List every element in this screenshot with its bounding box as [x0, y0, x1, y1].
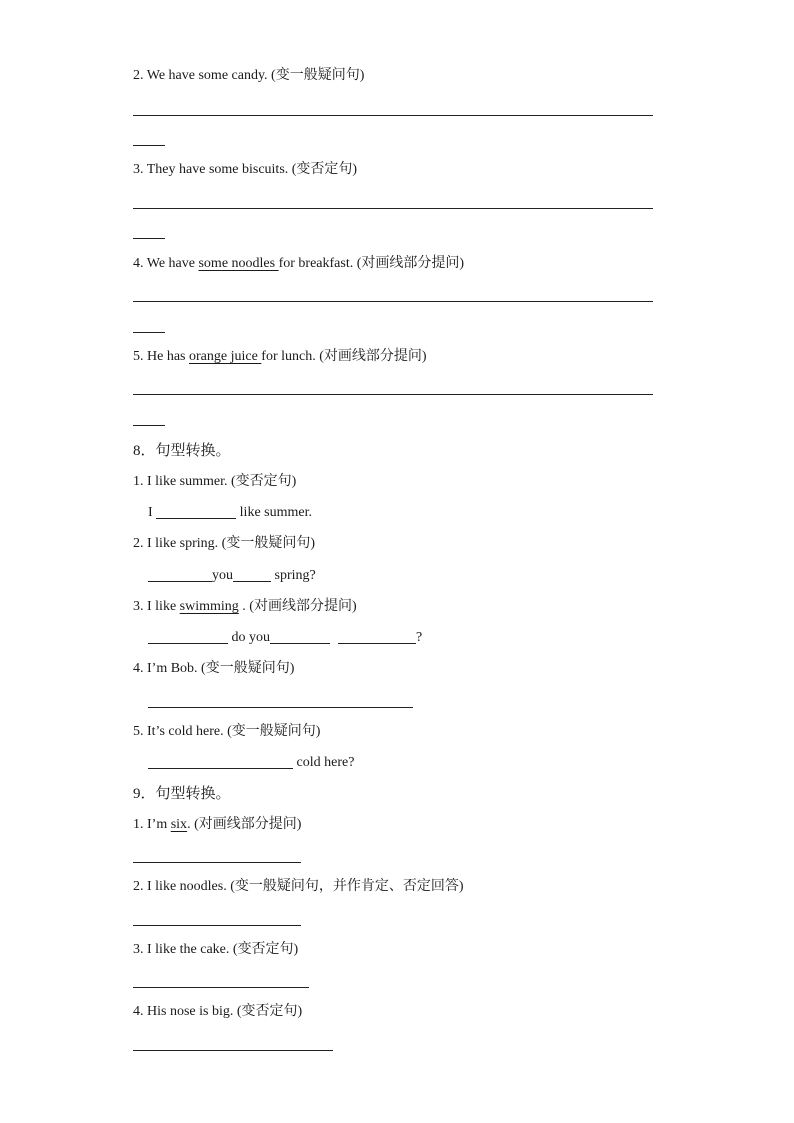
answer-text: do you	[228, 630, 270, 645]
section-8-heading: 8．句型转换。	[133, 443, 231, 459]
underlined-phrase: some noodles	[198, 256, 279, 271]
question-9-1	[133, 816, 301, 834]
question-8-2: 2. I like spring. (变一般疑问句)	[133, 536, 315, 551]
question-7-4	[133, 255, 464, 273]
answer-8-1	[148, 504, 312, 522]
answer-blank[interactable]	[148, 567, 212, 582]
question-7-5	[133, 348, 427, 366]
answer-blank[interactable]	[148, 754, 293, 769]
question-8-1: 1. I like summer. (变否定句)	[133, 474, 297, 489]
question-8-5: 5. It’s cold here. (变一般疑问句)	[133, 724, 321, 739]
answer-8-2	[148, 567, 316, 585]
answer-blank[interactable]	[156, 504, 236, 519]
answer-text: spring?	[271, 568, 316, 583]
answer-blank[interactable]	[270, 629, 330, 644]
answer-line[interactable]	[133, 301, 653, 302]
answer-text: cold here?	[293, 755, 355, 770]
section-9-heading: 9．句型转换。	[133, 786, 231, 802]
answer-line-tail[interactable]	[133, 332, 165, 333]
answer-line-tail[interactable]	[133, 145, 165, 146]
question-text: . (对画线部分提问)	[187, 817, 302, 832]
answer-8-5	[148, 754, 354, 772]
question-text: 5. He has	[133, 349, 189, 364]
underlined-phrase: orange juice	[189, 349, 262, 364]
answer-line[interactable]	[133, 925, 301, 926]
answer-blank[interactable]	[338, 629, 416, 644]
answer-text: I	[148, 505, 157, 520]
answer-line[interactable]	[133, 208, 653, 209]
question-8-3	[133, 598, 357, 616]
question-text: . (对画线部分提问)	[238, 599, 357, 614]
answer-text: you	[212, 568, 233, 583]
answer-8-3	[148, 629, 422, 647]
answer-blank[interactable]	[233, 567, 271, 582]
answer-line[interactable]	[133, 987, 309, 988]
question-7-3: 3. They have some biscuits. (变否定句)	[133, 162, 358, 177]
answer-line[interactable]	[133, 862, 301, 863]
answer-text: like summer.	[236, 505, 312, 520]
question-text: for breakfast. (对画线部分提问)	[278, 256, 465, 271]
question-9-2: 2. I like noodles. (变一般疑问句，并作肯定、否定回答)	[133, 879, 464, 894]
underlined-phrase: swimming	[179, 599, 239, 614]
answer-line[interactable]	[133, 394, 653, 395]
answer-line[interactable]	[133, 1050, 333, 1051]
answer-line[interactable]	[148, 707, 413, 708]
question-8-4: 4. I’m Bob. (变一般疑问句)	[133, 661, 295, 676]
question-text: 4. We have	[133, 256, 199, 271]
question-9-4: 4. His nose is big. (变否定句)	[133, 1004, 303, 1019]
answer-blank[interactable]	[148, 629, 228, 644]
answer-line[interactable]	[133, 115, 653, 116]
question-text: for lunch. (对画线部分提问)	[261, 349, 427, 364]
answer-line-tail[interactable]	[133, 425, 165, 426]
question-text: 1. I’m	[133, 817, 171, 832]
question-7-2: 2. We have some candy. (变一般疑问句)	[133, 68, 365, 83]
question-text: 3. I like	[133, 599, 180, 614]
answer-text: ?	[416, 630, 423, 645]
underlined-phrase: six	[170, 817, 188, 832]
answer-line-tail[interactable]	[133, 238, 165, 239]
question-9-3: 3. I like the cake. (变否定句)	[133, 942, 299, 957]
